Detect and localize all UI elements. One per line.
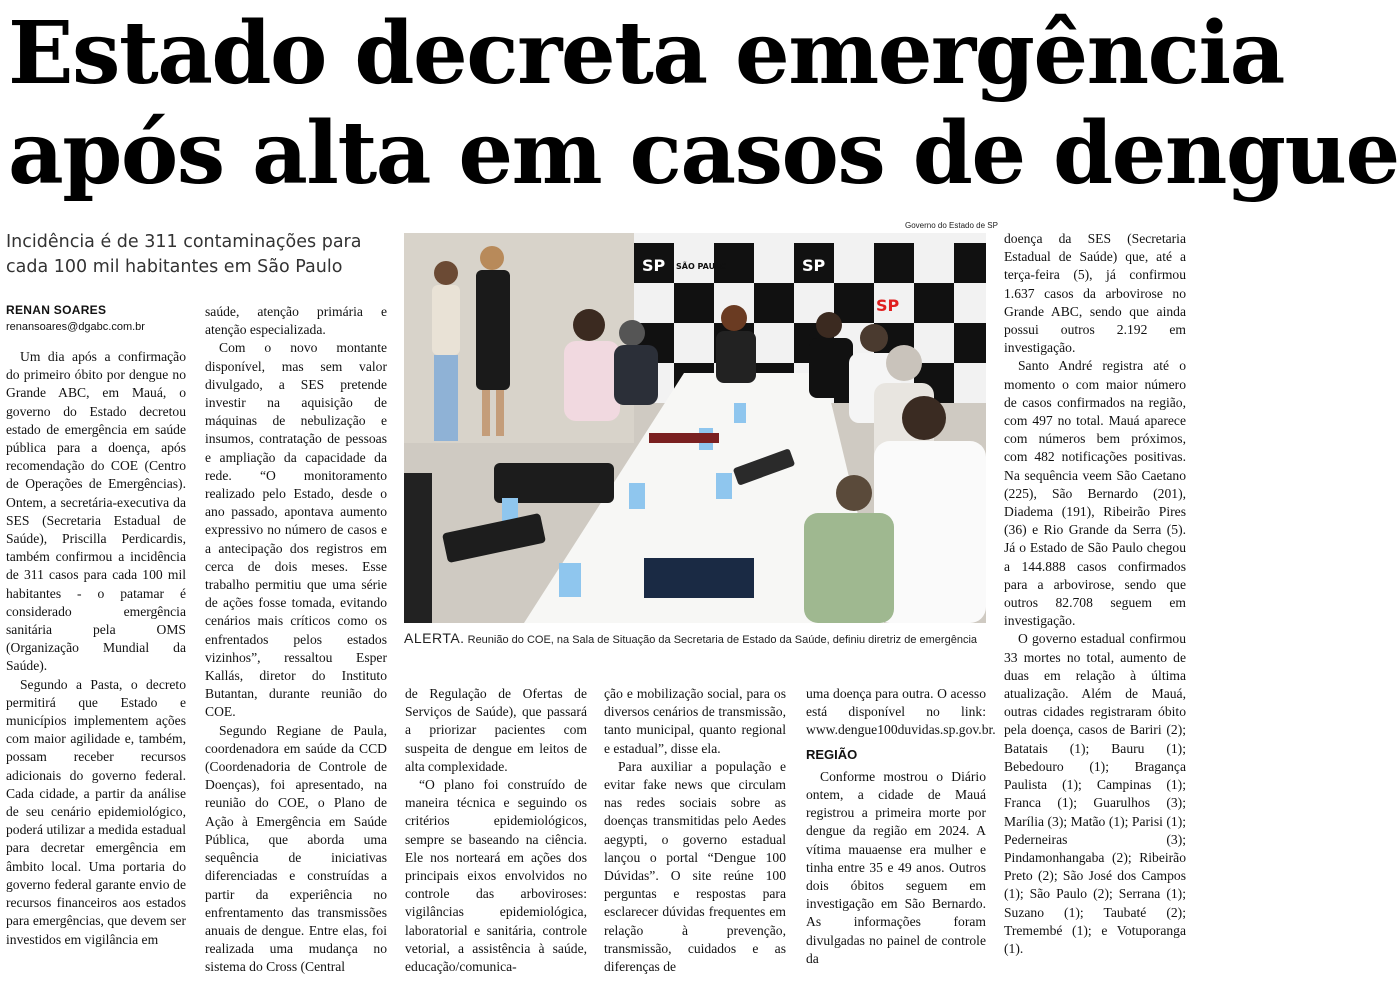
photo-caption xyxy=(404,630,994,646)
caption-lead: ALERTA. xyxy=(404,630,465,646)
author-name: RENAN SOARES xyxy=(6,303,107,317)
paragraph: saúde, atenção primária e atenção especializada. xyxy=(205,304,387,338)
article-column-2 xyxy=(205,303,387,983)
headline xyxy=(8,3,1399,204)
paragraph: uma doença para outra. O acesso está disponível no link: www.dengue100duvidas.sp.gov.br. xyxy=(806,686,996,738)
paragraph: Conforme mostrou o Diário ontem, a cidade de Mauá registrou a primeira morte por dengue da região em 2024. A vítima mauaense era mulher e tinha entre 35 e 49 anos. Outros dois óbitos seguem em investigação em São Bernardo. As informações foram divulgadas no painel de controle da xyxy=(806,768,986,966)
paragraph: Santo André registra até o momento o com maior número de casos confirmados na região, com 497 no total. Mauá aparece com números bem próximos, com 482 notificações positivas. Na sequência veem São Caetano (225), São Bernardo (201), Diadema (191), Ribeirão Pires (36) e Rio Grande da Serra (5). Já o Estado de São Paulo chegou a 144.888 casos confirmados para a arbovirose, sendo que outros 82.708 seguem em investigação. xyxy=(1004,358,1186,629)
photo-credit: Governo do Estado de SP xyxy=(905,221,998,230)
paragraph: O governo estadual confirmou 33 mortes no total, aumento de duas em relação à última atualização. Além de Mauá, outras cidades registraram óbito pela doença, casos de Bariri (2); Batatais (1); Bauru (1); Bebedouro (1); Bragança Paulista (1); Campinas (1); Franca (1); Guarulhos (3); Marília (3); Matão (1); Parisi (1); Pederneiras (3); Pindamonhangaba (2); Ribeirão Preto (2); São José dos Campos (1); São Paulo (2); Serrana (1); Suzano (1); Taubaté (2); Tremembé (1); e Votuporanga (1). xyxy=(1004,631,1186,956)
section-title: REGIÃO xyxy=(806,746,858,762)
wall-label-text: SÃO PAULO xyxy=(676,262,727,271)
paragraph: Para auxiliar a população e evitar fake news que circulam nas redes sociais sobre as doenças transmitidas pelo Aedes aegypti, o governo estadual lançou o portal “Dengue 100 Dúvidas”. O site reúne 100 perguntas e respostas para esclarecer dúvidas frequentes em relação à prevenção, transmissão, cuidados e as diferenças de xyxy=(604,758,786,975)
caption-text: Reunião do COE, na Sala de Situação da Secretaria de Estado da Saúde, definiu diretriz de emergência xyxy=(467,634,978,646)
paragraph: de Regulação de Ofertas de Serviços de Saúde), que passará a priorizar pacientes com suspeita de dengue em leitos de alta complexidade. xyxy=(405,686,587,774)
paragraph: Com o novo montante disponível, mas sem valor divulgado, a SES pretende investir na aquisição de máquinas de nebulização e insumos, contratação de pessoas e ampliação da capacidade da rede. “O monitoramento realizado pelo Estado, desde o ano passado, apontava aumento expressivo no número de casos e a antecipação dos registros em cerca de dois meses. Esse trabalho permitiu que uma série de ações fosse tomada, evitando cenários mais críticos como os enfrentados pelos estados vizinhos”, ressaltou Esper Kallás, diretor do Instituto Butantan, durante reunião do COE. xyxy=(205,340,387,720)
article-column-6 xyxy=(1004,230,1186,983)
paragraph: Segundo a Pasta, o decreto permitirá que Estado e municípios implementem ações com maior agilidade e, também, possam receber recursos adicionais do governo federal. Cada cidade, a partir da análise de seu cenário epidemiológico, poderá utilizar a medida estadual para decretar emergência em âmbito local. Uma portaria do governo federal garante envio de recursos financeiros aos estados para emergências, que devem ser investidos em vigilância em xyxy=(6,676,186,947)
meeting-photo-illustration xyxy=(404,233,986,623)
article-column-5 xyxy=(806,685,996,983)
paragraph: ção e mobilização social, para os diversos cenários de transmissão, tanto municipal, quanto regional e estadual”, disse ela. xyxy=(604,686,786,756)
paragraph: Segundo Regiane de Paula, coordenadora em saúde da CCD (Coordenadoria de Controle de Doenças), foi apresentado, na reunião do COE, o Plano de Ação à Emergência em Saúde Pública, que aborda uma sequência de iniciativas diferenciadas e construídas a partir da experiência no enfrentamento das transmissões anuais de dengue. Entre elas, foi realizada uma mudança no sistema do Cross (Central xyxy=(205,722,387,975)
headline-line-1: Estado decreta emergência xyxy=(8,3,1284,104)
article-column-3 xyxy=(405,685,587,983)
author-email[interactable]: renansoares@dgabc.com.br xyxy=(6,321,145,333)
paragraph: doença da SES (Secretaria Estadual de Saúde) que, até a terça-feira (5), já confirmou 1.637 casos da arbovirose no Grande ABC, sendo que ainda possui outros 2.192 em investigação. xyxy=(1004,231,1186,356)
article-column-4 xyxy=(604,685,786,983)
paragraph: Um dia após a confirmação do primeiro óbito por dengue no Grande ABC, em Mauá, o governo do Estado decretou estado de emergência em saúde pública para a doença, após recomendação do COE (Centro de Operações de Emergências). Ontem, a secretária-executiva da SES (Secretaria Estadual de Saúde), Priscilla Perdicardis, também confirmou a incidência de 311 casos para cada 100 mil habitantes - o patamar é considerado emergência sanitária pela OMS (Organização Mundial da Saúde). xyxy=(6,349,186,674)
wall-logo-text: SP xyxy=(802,256,826,275)
wall-logo-text: SP xyxy=(876,296,900,315)
paragraph: “O plano foi construído de maneira técnica e seguindo os critérios epidemiológicos, sempre se baseando na ciência. Ele nos norteará em ações dos principais eixos envolvidos no controle das arboviroses: vigilâncias epidemiológica, laboratorial e sanitária, controle vetorial, a assistência à saúde, educação/comunica- xyxy=(405,777,587,975)
headline-line-2: após alta em casos de dengue xyxy=(8,103,1399,204)
wall-logo-text: SP xyxy=(642,256,666,275)
subheadline: Incidência é de 311 contaminações para cada 100 mil habitantes em São Paulo xyxy=(6,232,362,277)
meeting-photo xyxy=(404,233,986,623)
article-column-1 xyxy=(6,348,186,983)
